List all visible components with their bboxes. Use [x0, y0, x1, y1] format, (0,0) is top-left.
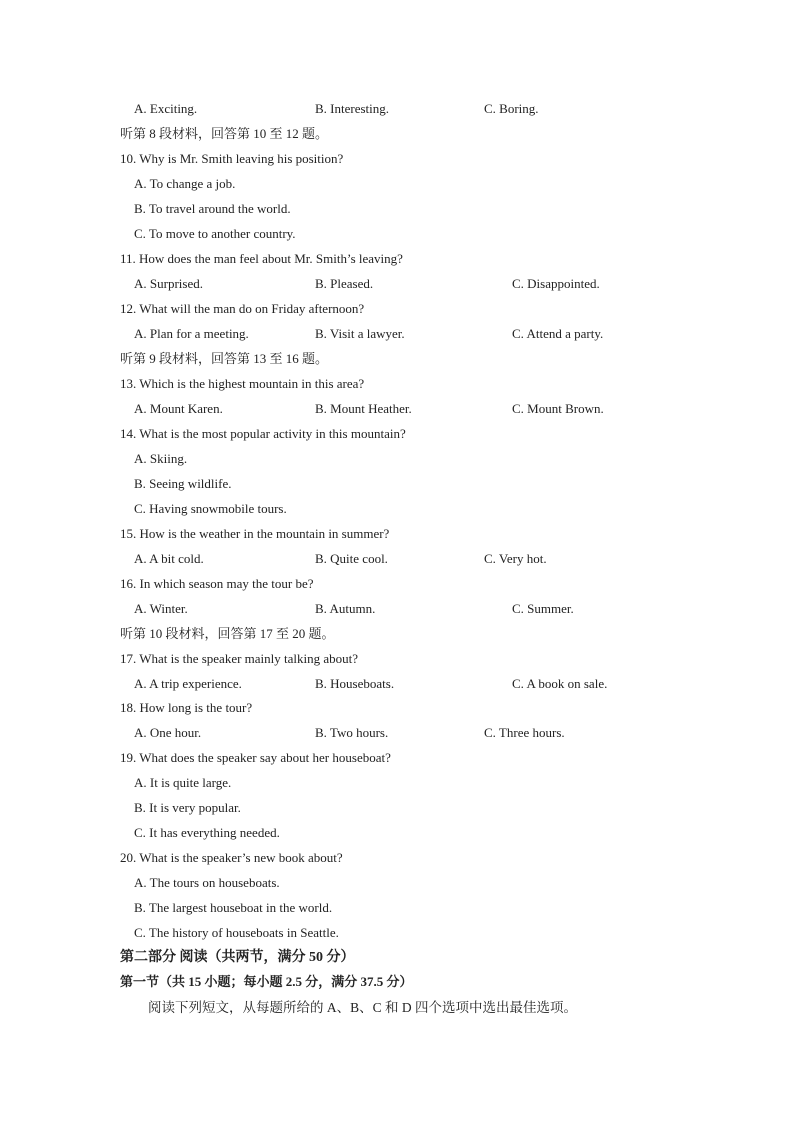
- question-19-option-b: B. It is very popular.: [134, 800, 241, 815]
- option-c: C. Very hot.: [484, 551, 547, 566]
- part-two-heading: 第二部分 阅读（共两节，满分 50 分）: [120, 950, 355, 965]
- option-a: A. Plan for a meeting.: [134, 326, 249, 341]
- option-a: A. Winter.: [134, 601, 188, 616]
- option-c: C. Summer.: [512, 601, 574, 616]
- option-a: A. Surprised.: [134, 276, 203, 291]
- option-b: B. Mount Heather.: [315, 401, 412, 416]
- section-one-heading: 第一节（共 15 小题；每小题 2.5 分，满分 37.5 分）: [120, 974, 413, 989]
- option-c: C. Boring.: [484, 101, 539, 116]
- option-b: B. Interesting.: [315, 101, 390, 116]
- option-c: C. Three hours.: [484, 725, 565, 740]
- option-b: B. Houseboats.: [315, 676, 395, 691]
- question-16: 16. In which season may the tour be?: [120, 576, 314, 591]
- question-10-option-c: C. To move to another country.: [134, 226, 296, 241]
- question-10-option-a: A. To change a job.: [134, 176, 236, 191]
- option-c: C. Attend a party.: [512, 326, 604, 341]
- question-14-option-c: C. Having snowmobile tours.: [134, 501, 287, 516]
- question-19-option-a: A. It is quite large.: [134, 775, 232, 790]
- option-b: B. Pleased.: [315, 276, 374, 291]
- section-instruction-material-8: 听第 8 段材料，回答第 10 至 12 题。: [120, 126, 329, 141]
- option-a: A. Exciting.: [134, 101, 198, 116]
- option-a: A. A bit cold.: [134, 551, 204, 566]
- question-16-options: [0, 599, 794, 619]
- option-b: B. Quite cool.: [315, 551, 388, 566]
- section-instruction-material-9: 听第 9 段材料，回答第 13 至 16 题。: [120, 351, 329, 366]
- question-13: 13. Which is the highest mountain in this area?: [120, 376, 365, 391]
- question-12-options: [0, 324, 794, 344]
- question-9-options: [0, 99, 794, 119]
- question-14-option-a: A. Skiing.: [134, 451, 188, 466]
- question-14-option-b: B. Seeing wildlife.: [134, 476, 232, 491]
- question-15-options: [0, 549, 794, 569]
- question-14: 14. What is the most popular activity in this mountain?: [120, 426, 406, 441]
- option-b: B. Autumn.: [315, 601, 376, 616]
- option-a: A. One hour.: [134, 725, 202, 740]
- option-b: B. Visit a lawyer.: [315, 326, 405, 341]
- question-19-option-c: C. It has everything needed.: [134, 825, 280, 840]
- reading-instructions: 阅读下列短文，从每题所给的 A、B、C 和 D 四个选项中选出最佳选项。: [148, 1000, 578, 1015]
- question-20-option-b: B. The largest houseboat in the world.: [134, 900, 333, 915]
- question-19: 19. What does the speaker say about her houseboat?: [120, 750, 391, 765]
- option-c: C. Mount Brown.: [512, 401, 604, 416]
- question-13-options: [0, 399, 794, 419]
- option-a: A. Mount Karen.: [134, 401, 223, 416]
- question-18: 18. How long is the tour?: [120, 700, 253, 715]
- question-20-option-a: A. The tours on houseboats.: [134, 875, 280, 890]
- option-a: A. A trip experience.: [134, 676, 242, 691]
- option-b: B. Two hours.: [315, 725, 389, 740]
- question-10: 10. Why is Mr. Smith leaving his position?: [120, 151, 344, 166]
- question-20-option-c: C. The history of houseboats in Seattle.: [134, 925, 339, 940]
- question-18-options: [0, 723, 794, 743]
- question-17: 17. What is the speaker mainly talking about?: [120, 651, 359, 666]
- question-20: 20. What is the speaker’s new book about?: [120, 850, 343, 865]
- section-instruction-material-10: 听第 10 段材料，回答第 17 至 20 题。: [120, 626, 335, 641]
- question-17-options: [0, 674, 794, 694]
- question-12: 12. What will the man do on Friday afternoon?: [120, 301, 365, 316]
- option-c: C. Disappointed.: [512, 276, 600, 291]
- question-15: 15. How is the weather in the mountain in summer?: [120, 526, 390, 541]
- question-10-option-b: B. To travel around the world.: [134, 201, 291, 216]
- question-11: 11. How does the man feel about Mr. Smith’s leaving?: [120, 251, 403, 266]
- question-11-options: [0, 274, 794, 294]
- option-c: C. A book on sale.: [512, 676, 608, 691]
